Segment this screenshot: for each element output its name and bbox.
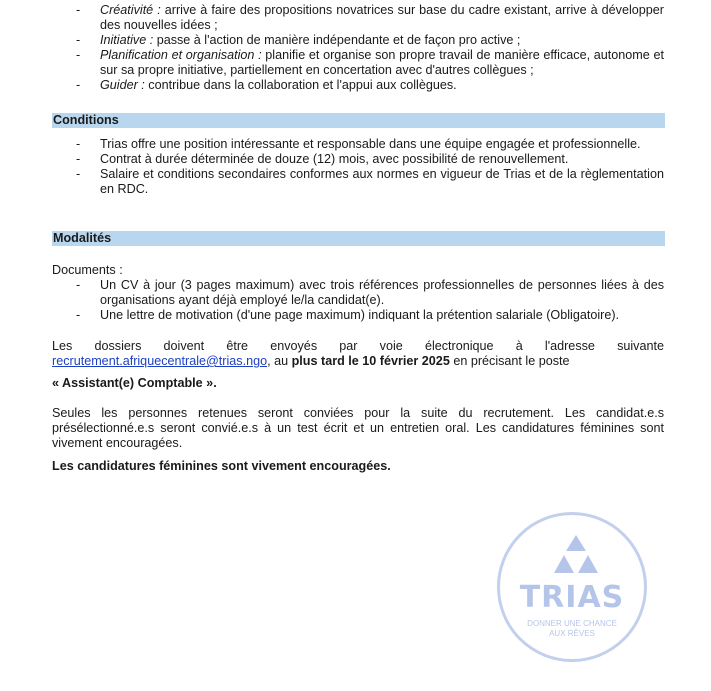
document-text: Un CV à jour (3 pages maximum) avec trois références professionnelles de personnes liées à des organisations ayant déjà employé le/la candidat(e). [100,278,664,307]
competence-text: arrive à faire des propositions novatrices sur base du cadre existant, arrive à développer des nouvelles idées ; [100,3,664,32]
list-item [52,308,664,323]
competence-label: Planification et organisation : [100,48,262,62]
closing-emphasis: Les candidatures féminines sont vivement encouragées. [52,459,391,473]
competence-label: Créativité : [100,3,161,17]
submission-line-2 [52,354,664,369]
submission-mid: , au [267,354,292,368]
email-link[interactable]: recrutement.afriquecentrale@trias.ngo [52,354,268,368]
competence-label: Guider : [100,78,145,92]
list-dash: - [76,78,81,92]
list-item [52,48,664,78]
list-item [52,278,664,308]
list-dash: - [76,33,81,47]
position-title: « Assistant(e) Comptable ». [52,376,217,390]
stamp-tagline-line-2: AUX RÊVES [549,629,595,638]
condition-text: Trias offre une position intéressante et responsable dans une équipe engagée et professionnelle. [100,137,641,151]
trias-stamp [497,512,647,662]
competence-text: planifie et organise son propre travail de manière efficace, autonome et sur sa propre initiative, partiellement en concertation avec d'autres collègues ; [100,48,664,77]
trias-logo-icon [548,533,604,581]
stamp-tagline-line-1: DONNER UNE CHANCE [527,619,617,628]
list-item [52,3,664,33]
stamp-brand: TRIAS [519,580,625,615]
submission-line-1: Les dossiers doivent être envoyés par voie électronique à l'adresse suivante [52,339,664,353]
list-item [52,33,664,48]
competence-label: Initiative : [100,33,154,47]
condition-text: Salaire et conditions secondaires conformes aux normes en vigueur de Trias et de la règlementation en RDC. [100,167,664,196]
conditions-heading: Conditions [52,113,665,128]
documents-list [52,278,664,323]
competences-list [52,3,664,93]
submission-end: en précisant le poste [449,354,570,368]
list-dash: - [76,3,81,17]
competence-text: contribue dans la collaboration et l'appui aux collègues. [144,78,457,92]
document-text: Une lettre de motivation (d'une page maximum) indiquant la prétention salariale (Obligatoire). [100,308,620,322]
competence-text: passe à l'action de manière indépendante et de façon pro active ; [153,33,521,47]
condition-text: Contrat à durée déterminée de douze (12) mois, avec possibilité de renouvellement. [100,152,569,166]
list-dash: - [76,167,81,181]
list-item [52,137,664,152]
list-item [52,152,664,167]
conditions-list [52,137,664,197]
list-dash: - [76,278,81,292]
list-dash: - [76,137,81,151]
deadline: plus tard le 10 février 2025 [291,354,450,368]
closing-paragraph: Seules les personnes retenues seront conviées pour la suite du recrutement. Les candidat.e.s présélectionné.e.s seront convié.e.s à un test écrit et un entretien oral. Les candidatures féminines sont vivement encouragées. [52,406,664,450]
list-dash: - [76,48,81,62]
stamp-tagline [500,619,644,639]
modalites-heading: Modalités [52,231,665,246]
documents-label: Documents : [52,263,123,277]
list-dash: - [76,152,81,166]
list-item [52,78,664,93]
submission-paragraph [52,339,664,369]
list-dash: - [76,308,81,322]
list-item [52,167,664,197]
